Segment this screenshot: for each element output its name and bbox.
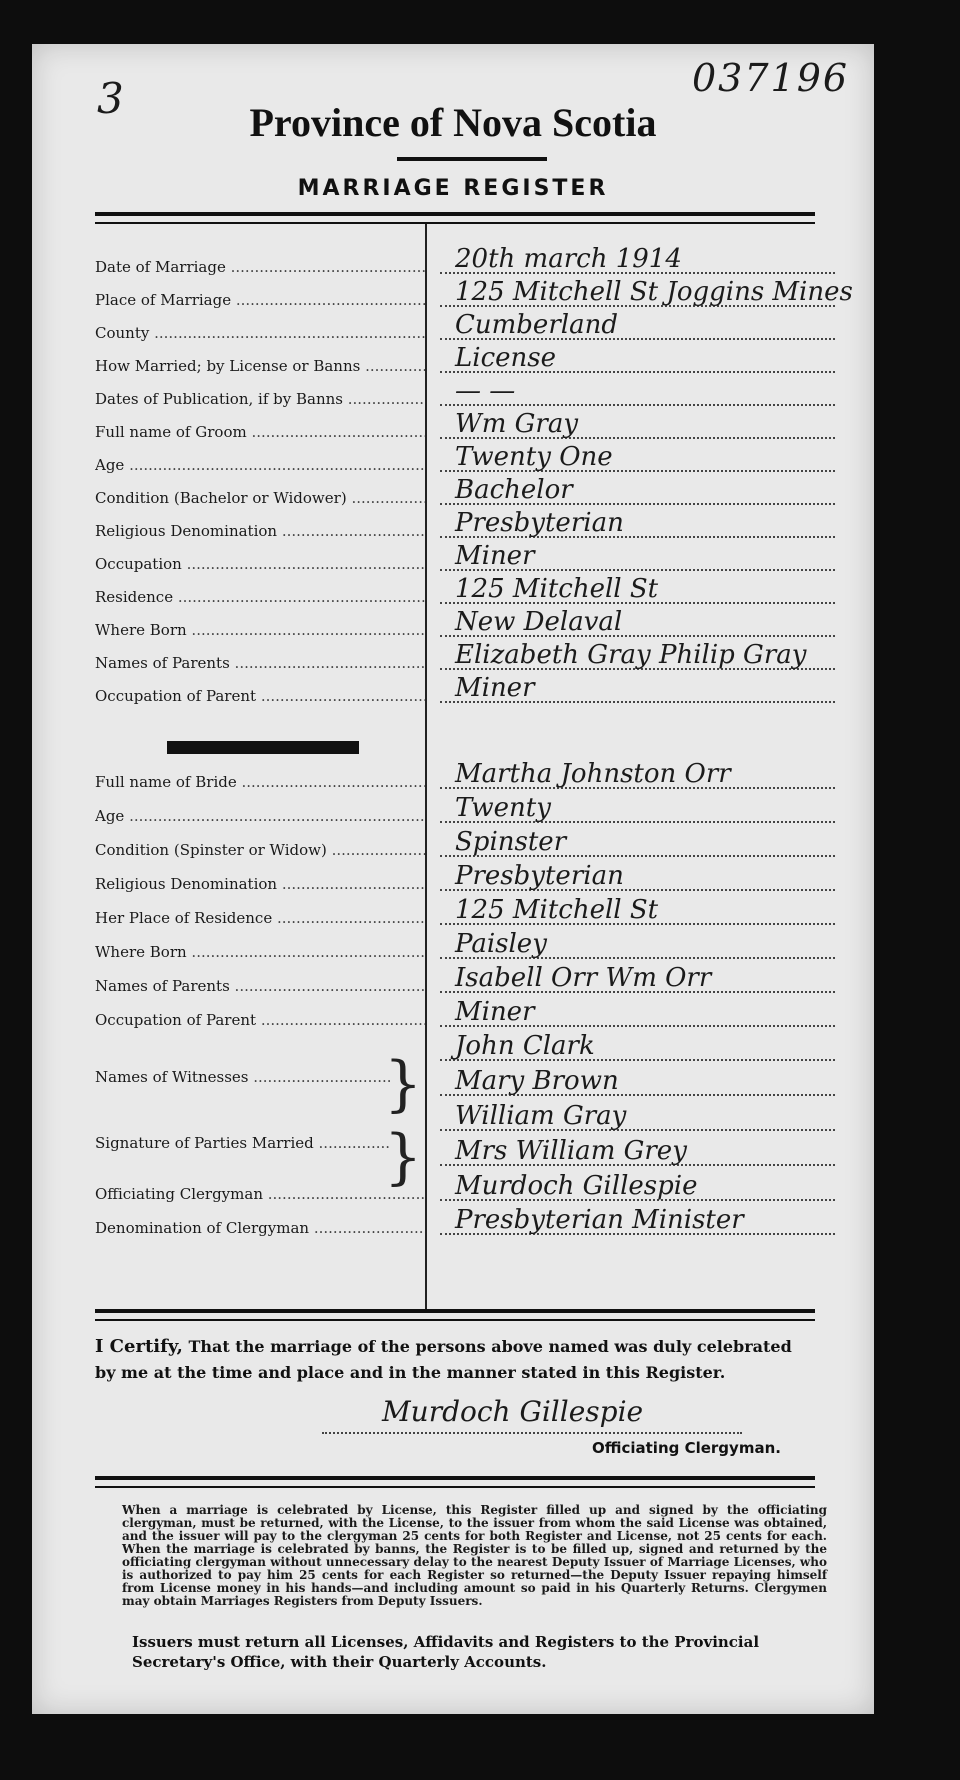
row-officiating-clergyman [95, 1171, 855, 1205]
row-value: Cumberland [455, 310, 618, 340]
footer-instruction: Issuers must return all Licenses, Affidavits and Registers to the Provincial Secretary's Office, with their Quarterly Accounts. [132, 1633, 760, 1671]
row-value: Martha Johnston Orr [455, 759, 731, 789]
row-value: 125 Mitchell St [455, 895, 659, 925]
row-bride-name [95, 759, 855, 793]
instructions-notice: When a marriage is celebrated by License, this Register filled up and signed by the officiating clergyman, must be returned, with the License, to the issuer from whom the said License was obtained, and the issuer will pay to the clergyman 25 cents for both Register and License, not 25 cents for each. When the marriage is celebrated by banns, the Register is to be filled up, signed and returned by the officiating clergyman without unnecessary delay to the nearest Deputy Issuer of Marriage Licenses, who is authorized to pay him 25 cents for each Register so returned—the Deputy Issuer repaying himself from License money in his hands—and including amount so paid in his Quarterly Returns. Clergymen may obtain Marriages Registers from Deputy Issuers. [122, 1503, 827, 1608]
certificate-statement [95, 1334, 815, 1386]
row-bride-condition [95, 827, 855, 861]
row-label: How Married; by License or Banns ..... [95, 357, 425, 375]
form-title: Province of Nova Scotia [249, 100, 657, 145]
row-value: Miner [455, 673, 535, 703]
row-value: 125 Mitchell St Joggins Mines [455, 277, 853, 307]
row-signature-1 [95, 1101, 855, 1135]
row-value: License [455, 343, 557, 373]
row-label: Names of Parents ..... [95, 977, 425, 995]
row-bride-parents [95, 963, 855, 997]
row-label: Residence ..... [95, 588, 425, 606]
form-subtitle: MARRIAGE REGISTER [297, 176, 609, 201]
row-label: Full name of Bride ..... [95, 773, 425, 791]
row-how-married [95, 343, 855, 377]
row-label: Denomination of Clergyman ..... [95, 1219, 425, 1237]
row-value: Presbyterian [455, 508, 624, 538]
row-value: Isabell Orr Wm Orr [455, 963, 712, 993]
page-number: 3 [97, 74, 124, 123]
signatures-label: Signature of Parties Married ..... [95, 1134, 390, 1152]
witness-2-value: Mary Brown [455, 1066, 619, 1096]
row-value: Bachelor [455, 475, 573, 505]
row-label: Where Born ..... [95, 621, 425, 639]
row-bride-parent-occupation [95, 997, 855, 1031]
row-value: Presbyterian [455, 861, 624, 891]
row-label: Religious Denomination ..... [95, 875, 425, 893]
row-date-of-marriage [95, 244, 855, 278]
row-label: County ..... [95, 324, 425, 342]
row-witness-1 [95, 1031, 855, 1065]
row-label: Condition (Spinster or Widow) ..... [95, 841, 425, 859]
row-bride-birthplace [95, 929, 855, 963]
row-groom-religion [95, 508, 855, 542]
section-separator-bar [167, 741, 359, 754]
row-value: 125 Mitchell St [455, 574, 659, 604]
row-value: Twenty One [455, 442, 613, 472]
row-label: Full name of Groom ..... [95, 423, 425, 441]
row-label: Dates of Publication, if by Banns ..... [95, 390, 425, 408]
row-place-of-marriage [95, 277, 855, 311]
row-signature-2 [95, 1136, 855, 1170]
witness-1-value: John Clark [455, 1031, 595, 1061]
row-value: 20th march 1914 [455, 244, 682, 274]
certificate-signature-line [322, 1394, 742, 1434]
row-value: Miner [455, 997, 535, 1027]
certificate-text: That the marriage of the persons above named was duly celebrated by me at the time and place and in the manner stated in this Register. [95, 1337, 792, 1382]
row-bride-religion [95, 861, 855, 895]
row-groom-parent-occupation [95, 673, 855, 707]
row-groom-birthplace [95, 607, 855, 641]
row-label: Where Born ..... [95, 943, 425, 961]
row-value: Paisley [455, 929, 547, 959]
row-groom-age [95, 442, 855, 476]
row-label: Officiating Clergyman ..... [95, 1185, 425, 1203]
row-value: Wm Gray [455, 409, 579, 439]
row-value: Murdoch Gillespie [455, 1171, 698, 1201]
title-underline [397, 157, 547, 161]
row-label: Occupation ..... [95, 555, 425, 573]
register-number: 037196 [692, 56, 850, 100]
row-groom-name [95, 409, 855, 443]
row-dates-of-publication [95, 376, 855, 410]
row-witness-2 [95, 1066, 855, 1100]
certificate-role: Officiating Clergyman. [592, 1439, 781, 1457]
row-label: Date of Marriage ..... [95, 258, 425, 276]
witnesses-brace: } [384, 1049, 423, 1119]
row-groom-residence [95, 574, 855, 608]
row-label: Her Place of Residence ..... [95, 909, 425, 927]
row-label: Religious Denomination ..... [95, 522, 425, 540]
register-form [32, 44, 874, 1714]
row-bride-age [95, 793, 855, 827]
row-bride-residence [95, 895, 855, 929]
row-groom-condition [95, 475, 855, 509]
notice-divider [95, 1476, 815, 1488]
row-label: Age ..... [95, 456, 425, 474]
row-label: Place of Marriage ..... [95, 291, 425, 309]
signature-bride: Mrs William Grey [455, 1136, 687, 1166]
row-label: Names of Parents ..... [95, 654, 425, 672]
row-label: Occupation of Parent ..... [95, 687, 425, 705]
row-value: Spinster [455, 827, 567, 857]
row-label: Age ..... [95, 807, 425, 825]
row-label: Condition (Bachelor or Widower) ..... [95, 489, 425, 507]
row-value: Elizabeth Gray Philip Gray [455, 640, 807, 670]
certificate-divider [95, 1309, 815, 1321]
signatures-brace: } [384, 1122, 423, 1192]
certificate-signature: Murdoch Gillespie [382, 1395, 644, 1428]
certificate-lead: I Certify, [95, 1336, 183, 1357]
header-divider [95, 212, 815, 224]
row-value: Twenty [455, 793, 551, 823]
row-groom-occupation [95, 541, 855, 575]
signature-groom: William Gray [455, 1101, 627, 1131]
row-value: New Delaval [455, 607, 623, 637]
row-value: — — [455, 376, 516, 406]
witnesses-label: Names of Witnesses ..... [95, 1068, 390, 1086]
row-value: Miner [455, 541, 535, 571]
row-county [95, 310, 855, 344]
row-value: Presbyterian Minister [455, 1205, 744, 1235]
row-label: Occupation of Parent ..... [95, 1011, 425, 1029]
row-groom-parents [95, 640, 855, 674]
row-clergy-denomination [95, 1205, 855, 1239]
